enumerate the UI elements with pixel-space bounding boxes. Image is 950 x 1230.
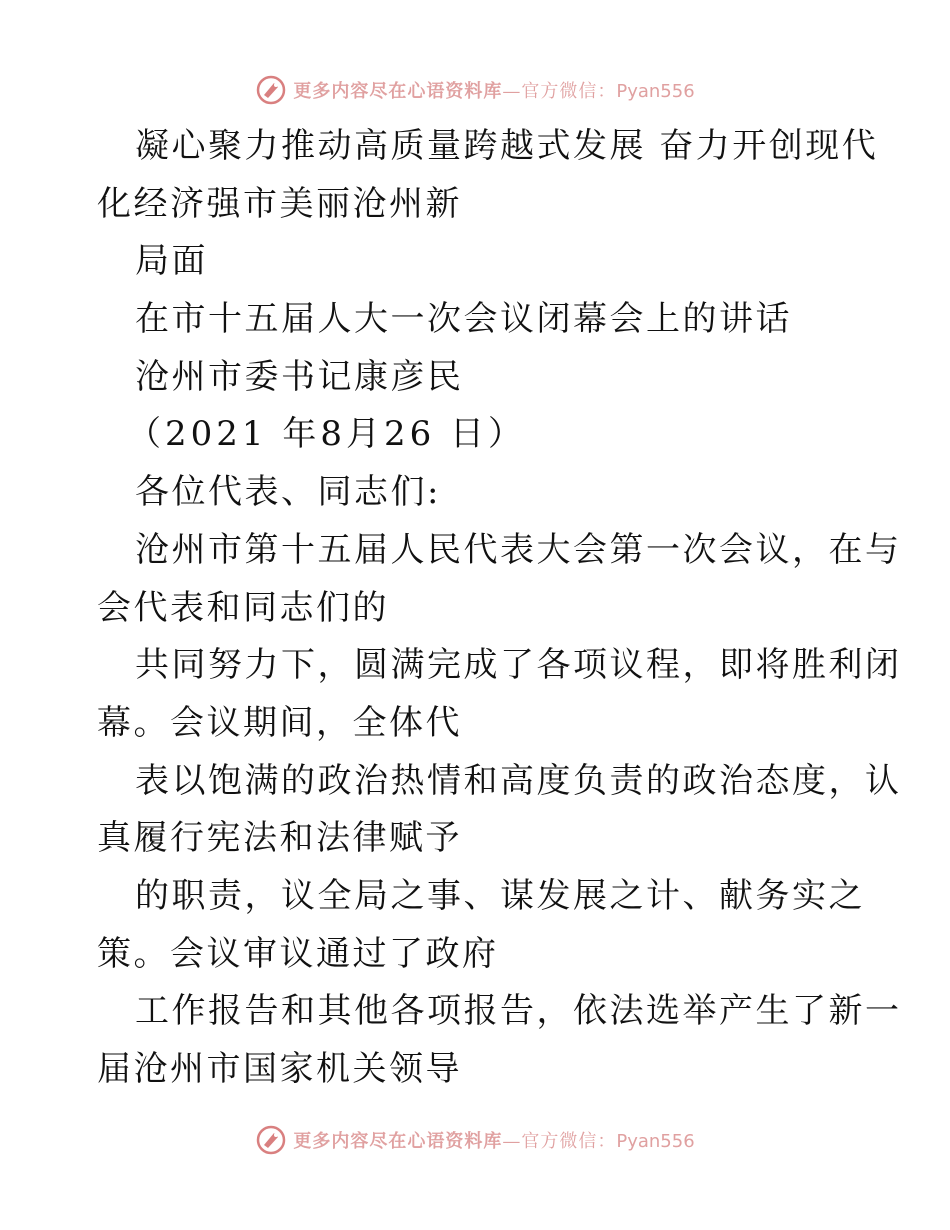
paragraph-line: 的职责，议全局之事、谋发展之计、献务实之 (135, 875, 865, 916)
watermark-text: 更多内容尽在心语资料库—官方微信：Pyan556 (293, 81, 695, 102)
paragraph-line: 真履行宪法和法律赋予 (97, 818, 462, 859)
stamp-seal-icon (255, 1124, 287, 1156)
author: 沧州市委书记康彦民 (135, 356, 464, 397)
stamp-seal-icon (255, 74, 287, 106)
paragraph-line: 沧州市第十五届人民代表大会第一次会议，在与 (135, 529, 902, 570)
document-body (97, 118, 902, 1099)
watermark-header (0, 70, 950, 110)
paragraph-line: 幕。会议期间，全体代 (97, 702, 462, 743)
paragraph-line: 策。会议审议通过了政府 (97, 933, 499, 974)
date: （2021 年8月26 日） (127, 414, 527, 455)
paragraph-line: 共同努力下，圆满完成了各项议程，即将胜利闭 (135, 645, 902, 686)
paragraph-line: 表以饱满的政治热情和高度负责的政治态度，认 (135, 760, 902, 801)
paragraph-line: 工作报告和其他各项报告，依法选举产生了新一 (135, 991, 902, 1032)
salutation: 各位代表、同志们: (135, 472, 441, 513)
watermark-footer (0, 1120, 950, 1160)
title-line-3: 局面 (135, 241, 208, 282)
subtitle: 在市十五届人大一次会议闭幕会上的讲话 (135, 299, 792, 340)
paragraph-line: 届沧州市国家机关领导 (97, 1049, 462, 1089)
title-line-1: 凝心聚力推动高质量跨越式发展 奋力开创现代 (135, 126, 879, 166)
watermark-text: 更多内容尽在心语资料库—官方微信：Pyan556 (293, 1131, 695, 1152)
title-line-2: 化经济强市美丽沧州新 (97, 183, 462, 224)
paragraph-line: 会代表和同志们的 (97, 587, 389, 628)
